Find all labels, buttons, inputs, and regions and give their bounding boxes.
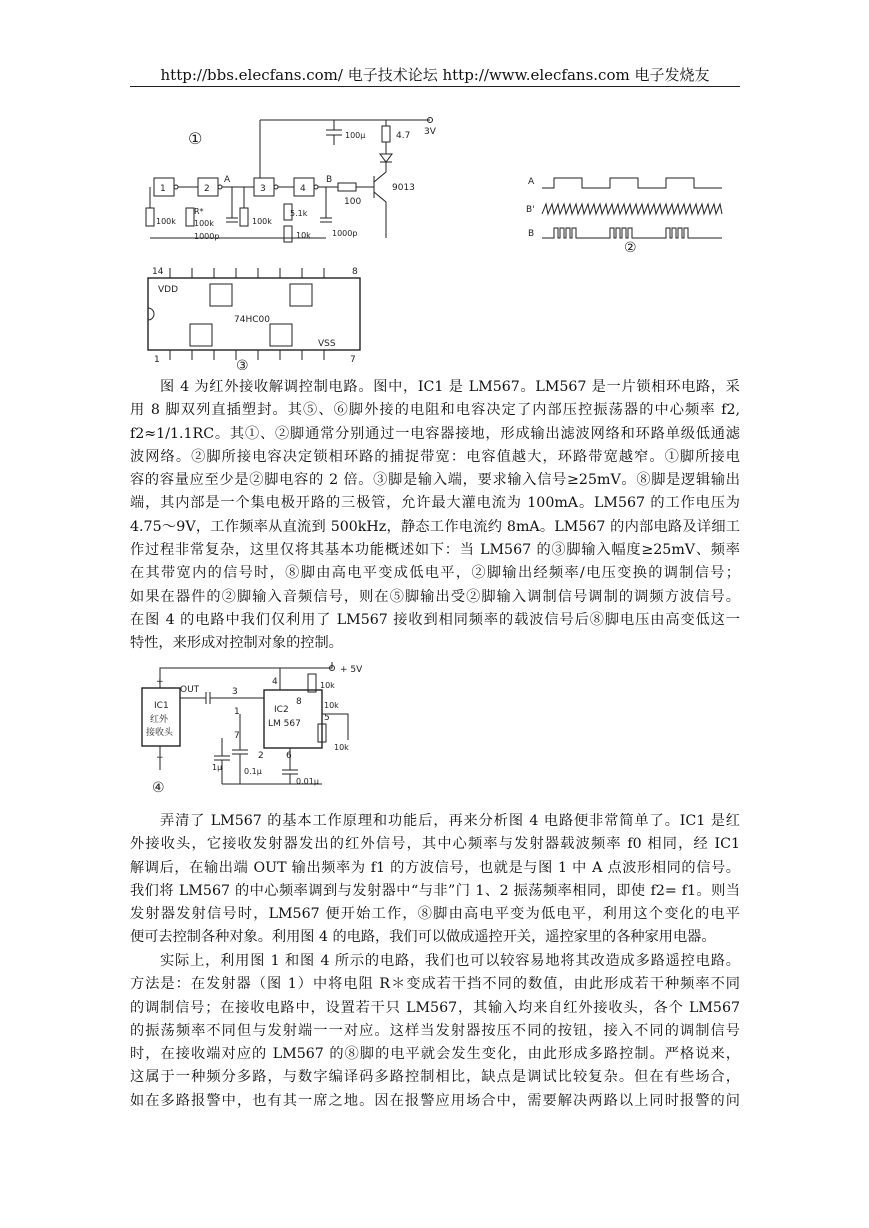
ic2-label: IC2 xyxy=(274,705,289,715)
transmitter-schematic xyxy=(140,108,740,370)
p2-line: 弄清了 LM567 的基本工作原理和功能后，再来分析图 4 电路便非常简单了。IC1 是红 xyxy=(160,813,740,829)
led-resistor-label: 4.7 xyxy=(396,131,411,141)
pot-label: 10k xyxy=(296,231,311,240)
r-mid-label: 10k xyxy=(324,701,339,710)
circle-label-3: ③ xyxy=(236,358,249,370)
pin-7-label: 7 xyxy=(234,731,240,741)
p1-line: 容的容量应至少是②脚电容的 2 倍。③脚是输入端，要求输入信号≥25mV。⑧脚是逻辑输出 xyxy=(130,472,740,489)
p1-line: f2≈1/1.1RC。其①、②脚通常分别通过一电容器接地，形成输出滤波网络和环路单级低通滤 xyxy=(130,425,740,442)
r4-label: 5.1k xyxy=(290,209,308,218)
p3-line: 的振荡频率不同但与发射端一一对应。这样当发射器按压不同的按钮，接入不同的调制信号 xyxy=(130,1022,740,1039)
pin-4-label: 4 xyxy=(272,677,278,687)
paragraph-3 xyxy=(130,950,740,1113)
pin-5-label: 5 xyxy=(324,713,330,723)
wave-a-label: A xyxy=(528,177,535,187)
p3-line: 的调制信号；在接收电路中，设置若干只 LM567，其输入均来自红外接收头，各个 LM567 xyxy=(130,999,740,1016)
r2-label: 100k xyxy=(194,219,214,228)
pot-label: 10k xyxy=(334,743,349,752)
c-001u-label: 0.01μ xyxy=(296,777,319,786)
ic1-desc-1: 红外 xyxy=(150,715,169,725)
page-header xyxy=(130,62,740,87)
gate-4-label: 4 xyxy=(300,184,306,194)
ic-name-label: 74HC00 xyxy=(234,315,270,325)
circle-label-1: ① xyxy=(188,129,203,148)
c2-label: 1000p xyxy=(332,229,358,238)
r3-label: 100k xyxy=(252,217,272,226)
p2-line: 我们将 LM567 的中心频率调到与发射器中“与非”门 1、2 振荡频率相同，即使 f2= f1。则当 xyxy=(130,882,740,899)
gate-1-label: 1 xyxy=(160,184,166,194)
transmitter-figure xyxy=(140,108,740,370)
p2-line: 外接收头，它接收发射器发出的红外信号，其中心频率与发射器载波频率 f0 相同，经 IC1 xyxy=(130,836,740,853)
p1-line: 在图 4 的电路中我们仅利用了 LM567 接收到相同频率的载波信号后⑧脚电压由高变低这一 xyxy=(130,611,740,628)
circle-label-2: ② xyxy=(624,240,637,256)
p1-line: 如果在器件的②脚输入音频信号，则在⑤脚输出受②脚输入调制信号调制的调频方波信号。 xyxy=(130,588,740,605)
p3-line: 方法是：在发射器（图 1）中将电阻 R＊变成若干挡不同的数值，由此形成若干种频率不同 xyxy=(130,976,740,993)
r1-label: 100k xyxy=(156,217,176,226)
base-resistor-label: 100 xyxy=(344,197,362,207)
paragraph-1 xyxy=(130,376,740,656)
pin-6-label: 6 xyxy=(286,751,292,761)
p1-line: 在其带宽内的信号时，⑧脚由高电平变成低电平，②脚输出经频率/电压变换的调制信号； xyxy=(130,565,740,582)
gate-2-label: 2 xyxy=(204,184,210,194)
p2-line: 发射器发射信号时，LM567 便开始工作，⑧脚由高电平变为低电平，利用这个变化的电平 xyxy=(130,906,740,923)
r-star-label: R* xyxy=(194,207,204,216)
pin-7-label: 7 xyxy=(350,355,356,365)
circle-label-4: ④ xyxy=(152,780,165,796)
receiver-figure xyxy=(140,660,380,800)
p3-line: 如在多路报警中，也有其一席之地。因在报警应用场合中，需要解决两路以上同时报警的问 xyxy=(130,1092,740,1109)
ic1-minus: − xyxy=(156,753,164,763)
p1-line: 端，其内部是一个集电极开路的三极管，允许最大灌电流为 100mA。LM567 的工作电压为 xyxy=(130,495,740,512)
supply-5v: + 5V xyxy=(340,665,363,675)
ic1-desc-2: 接收头 xyxy=(146,728,174,738)
p2-line: 解调后，在输出端 OUT 输出频率为 f1 的方波信号，也就是与图 1 中 A 点波形相同的信号。 xyxy=(130,859,740,876)
wave-b-label: B xyxy=(528,229,535,239)
p1-line: 作过程非常复杂，这里仅将其基本功能概述如下：当 LM567 的③脚输入幅度≥25mV、频率 xyxy=(130,542,740,559)
p2-line: 便可去控制各种对象。利用图 4 的电路，我们可以做成遥控开关，遥控家里的各种家用电器。 xyxy=(130,929,716,946)
vss-label: VSS xyxy=(318,339,336,349)
c-1u-label: 1μ xyxy=(212,763,223,772)
p3-line: 时，在接收端对应的 LM567 的⑧脚的电平就会发生变化，由此形成多路控制。严格说来， xyxy=(130,1046,740,1063)
pin-14-label: 14 xyxy=(152,267,164,277)
receiver-schematic xyxy=(140,660,380,800)
wave-b-prime-label: B' xyxy=(526,205,535,215)
vdd-label: VDD xyxy=(158,285,179,295)
r-top-label: 10k xyxy=(320,681,335,690)
ic1-label: IC1 xyxy=(154,701,169,711)
p3-line: 实际上，利用图 1 和图 4 所示的电路，我们也可以较容易地将其改造成多路遥控电路。 xyxy=(160,953,740,969)
p1-line: 用 8 脚双列直插塑封。其⑤、⑥脚外接的电阻和电容决定了内部压控振荡器的中心频率 f2, xyxy=(130,402,740,419)
p1-line: 图 4 为红外接收解调控制电路。图中，IC1 是 LM567。LM567 是一片锁相环电路，采 xyxy=(160,379,740,395)
p1-line: 特性，来形成对控制对象的控制。 xyxy=(130,635,343,652)
pin-1-label: 1 xyxy=(234,707,240,717)
transistor-label: 9013 xyxy=(392,183,415,193)
c-01u-label: 0.1μ xyxy=(244,767,262,776)
pin-8-label: 8 xyxy=(352,267,358,277)
supply-cap-label: 100μ xyxy=(345,131,366,140)
p3-line: 这属于一种频分多路，与数字编译码多路控制相比，缺点是调试比较复杂。但在有些场合， xyxy=(130,1069,740,1086)
gate-3-label: 3 xyxy=(260,184,266,194)
pin-8-label: 8 xyxy=(296,697,302,707)
header-text: http://bbs.elecfans.com/ 电子技术论坛 http://www.elecfans.com 电子发烧友 xyxy=(160,66,710,84)
c1-label: 1000p xyxy=(194,232,220,241)
paragraph-2 xyxy=(130,810,740,950)
p1-line: 4.75～9V，工作频率从直流到 500kHz，静态工作电流约 8mA。LM567 的内部电路及详细工 xyxy=(130,518,740,535)
ic1-plus: + xyxy=(156,677,164,687)
pin-1-label: 1 xyxy=(154,355,160,365)
node-b-label: B xyxy=(326,175,333,185)
ic2-name: LM 567 xyxy=(268,719,301,729)
node-a-label: A xyxy=(224,175,231,185)
out-label: OUT xyxy=(180,685,200,695)
pin-2-label: 2 xyxy=(258,751,264,761)
supply-label: 3V xyxy=(424,127,436,137)
pin-3-label: 3 xyxy=(232,687,238,697)
p1-line: 波网络。②脚所接电容决定锁相环路的捕捉带宽：电容值越大，环路带宽越窄。①脚所接电 xyxy=(130,448,740,465)
